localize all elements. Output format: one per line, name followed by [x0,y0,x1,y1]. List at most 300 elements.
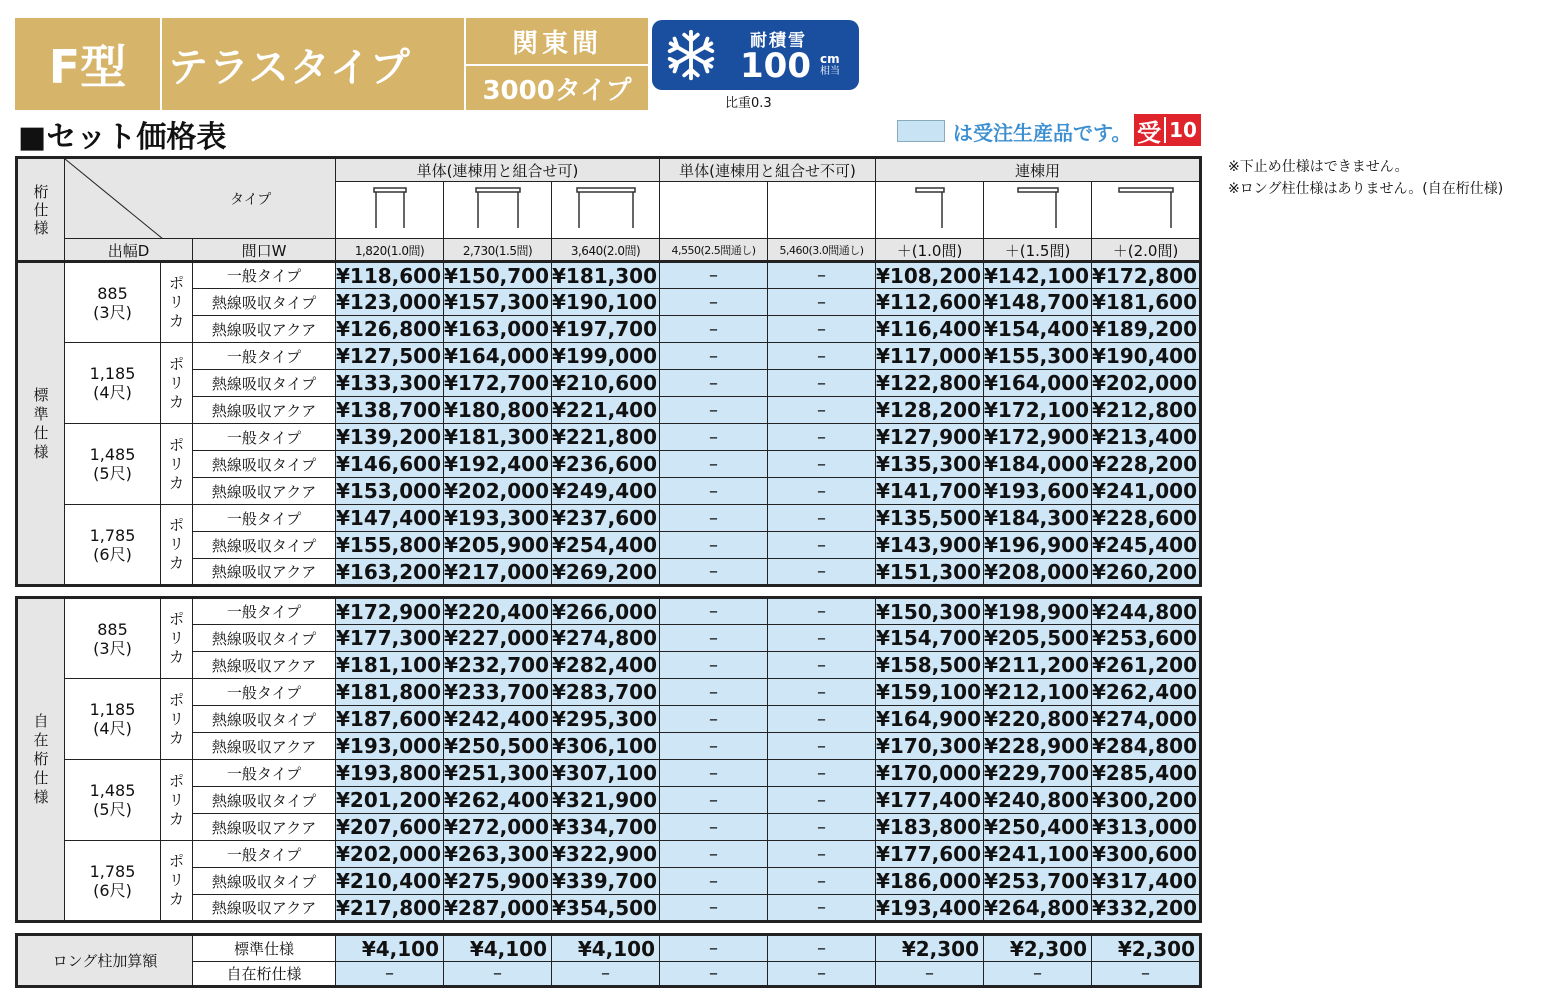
price-cell: ¥285,400 [1092,760,1201,787]
width-col-header: 2,730(1.5間) [444,239,552,263]
price-cell: ¥112,600 [876,289,984,316]
price-cell: ¥287,000 [444,895,552,922]
price-cell: – [660,424,768,451]
type-label: 一般タイプ [193,343,336,370]
price-cell: ¥199,000 [552,343,660,370]
price-cell: – [768,814,876,841]
price-cell: ¥150,700 [444,262,552,289]
depth-shaku: (5尺) [93,800,132,819]
price-cell: – [660,895,768,922]
width-col-header: 3,640(2.0間) [552,239,660,263]
table-row [17,370,1201,397]
price-cell: ¥228,900 [984,733,1092,760]
price-cell: – [768,532,876,559]
price-cell: ¥2,300 [1092,935,1201,962]
price-cell: ¥237,600 [552,505,660,532]
price-cell: – [768,289,876,316]
type-label: 一般タイプ [193,598,336,625]
price-cell: – [552,962,660,987]
depth-shaku: (6尺) [93,880,132,900]
price-cell: ¥274,000 [1092,706,1201,733]
price-cell: ¥155,800 [336,532,444,559]
price-cell: ¥300,600 [1092,841,1201,868]
price-cell: ¥122,800 [876,370,984,397]
depth-value: 1,485 [89,445,136,464]
price-cell: ¥306,100 [552,733,660,760]
price-cell: – [768,760,876,787]
price-cell: ¥143,900 [876,532,984,559]
price-cell: ¥193,300 [444,505,552,532]
table-row [17,787,1201,814]
material-label: ポリカ [161,679,193,760]
depth-value: 1,185 [89,364,136,383]
price-cell: ¥170,000 [876,760,984,787]
snow-load-value: 100 [740,46,811,86]
price-cell: ¥158,500 [876,652,984,679]
price-cell: ¥242,400 [444,706,552,733]
type-label: 熱線吸収タイプ [193,289,336,316]
price-cell: – [660,733,768,760]
order-badge-number: 10 [1164,117,1200,143]
price-cell: – [768,262,876,289]
price-cell: ¥198,900 [984,598,1092,625]
note: ※下止め仕様はできません。 [1228,159,1409,175]
price-cell: ¥4,100 [552,935,660,962]
price-cell: ¥205,500 [984,625,1092,652]
price-cell: ¥210,600 [552,370,660,397]
price-cell: ¥190,100 [552,289,660,316]
price-cell: – [768,559,876,586]
group-header-single: 単体(連棟用と組合せ可) [336,158,660,182]
depth-shaku: (4尺) [93,719,132,738]
price-cell: – [660,679,768,706]
price-cell: ¥181,800 [336,679,444,706]
series-name: テラスタイプ [168,44,411,91]
price-cell: ¥211,200 [984,652,1092,679]
type-label: 熱線吸収タイプ [193,787,336,814]
price-cell: ¥272,000 [444,814,552,841]
price-cell: ¥127,500 [336,343,444,370]
frame-icon-cell [444,182,552,239]
price-cell: – [660,625,768,652]
price-cell: ¥128,200 [876,397,984,424]
order-badge [1134,114,1201,146]
price-cell: – [768,397,876,424]
price-cell: ¥253,700 [984,868,1092,895]
table-row [17,679,1201,706]
price-cell: ¥177,300 [336,625,444,652]
long-pillar-label: ロング柱加算額 [17,935,193,987]
depth-value: 885 [97,619,128,639]
type-label: 熱線吸収アクア [193,652,336,679]
price-cell: ¥251,300 [444,760,552,787]
price-cell: ¥207,600 [336,814,444,841]
depth-cell [65,598,161,679]
price-cell: ¥123,000 [336,289,444,316]
price-cell: ¥283,700 [552,679,660,706]
price-cell: – [660,316,768,343]
price-cell: – [768,478,876,505]
price-cell: ¥196,900 [984,532,1092,559]
price-cell: ¥269,200 [552,559,660,586]
depth-shaku: (4尺) [93,383,132,402]
price-table-standard [15,260,1202,587]
price-cell: – [1092,962,1201,987]
price-cell: – [768,625,876,652]
type-label: 熱線吸収タイプ [193,706,336,733]
price-cell: ¥332,200 [1092,895,1201,922]
price-cell: ¥339,700 [552,868,660,895]
price-cell: ¥313,000 [1092,814,1201,841]
price-cell: – [984,962,1092,987]
price-cell: ¥164,900 [876,706,984,733]
price-cell: ¥183,800 [876,814,984,841]
price-cell: – [660,289,768,316]
price-cell: ¥147,400 [336,505,444,532]
price-cell: ¥177,400 [876,787,984,814]
price-cell: ¥244,800 [1092,598,1201,625]
width-header: 間口W [193,239,336,263]
table-row [17,424,1201,451]
price-cell: ¥262,400 [444,787,552,814]
type-label: 一般タイプ [193,505,336,532]
price-cell: ¥181,100 [336,652,444,679]
price-cell: – [660,505,768,532]
frame-icon-cell [552,182,660,239]
depth-value: 885 [97,283,128,303]
type-label: 熱線吸収アクア [193,814,336,841]
price-cell: ¥217,000 [444,559,552,586]
price-cell: ¥266,000 [552,598,660,625]
material-label: ポリカ [161,343,193,424]
price-cell: ¥300,200 [1092,787,1201,814]
price-cell: – [660,935,768,962]
price-cell: – [768,598,876,625]
depth-shaku: (3尺) [93,638,132,658]
snow-load-label: 耐積雪 [750,31,807,51]
legend-text: は受注生産品です。 [953,121,1132,145]
snow-load-badge [652,20,859,90]
table-row [17,733,1201,760]
price-cell: ¥233,700 [444,679,552,706]
material-label: ポリカ [161,598,193,679]
model-name: F型 [48,40,127,94]
price-cell: ¥284,800 [1092,733,1201,760]
price-cell: ¥163,000 [444,316,552,343]
type-label: 一般タイプ [193,679,336,706]
snow-load-unit: cm [820,52,840,66]
price-cell: – [660,652,768,679]
order-badge-char: 受 [1137,118,1161,147]
type-label: 一般タイプ [193,760,336,787]
material-label: ポリカ [161,424,193,505]
type-label: 熱線吸収タイプ [193,451,336,478]
type-label: タイプ [230,192,272,208]
depth-cell [65,262,161,343]
price-cell: – [768,962,876,987]
price-cell: – [768,424,876,451]
price-cell: ¥164,000 [984,370,1092,397]
price-cell: ¥4,100 [444,935,552,962]
price-cell: – [660,478,768,505]
price-cell: – [660,841,768,868]
table-row [17,451,1201,478]
width-col-header: ＋(1.5間) [984,239,1092,263]
region-label: 関東間 [511,28,602,59]
depth-cell [65,505,161,586]
note: ※ロング柱仕様はありません。(自在桁仕様) [1228,181,1504,197]
price-cell: ¥181,300 [444,424,552,451]
price-cell: ¥249,400 [552,478,660,505]
price-cell: ¥228,200 [1092,451,1201,478]
price-cell: ¥142,100 [984,262,1092,289]
price-cell: ¥193,600 [984,478,1092,505]
price-cell: ¥172,900 [984,424,1092,451]
depth-shaku: (5尺) [93,464,132,483]
type-label: 熱線吸収アクア [193,559,336,586]
type-label: 熱線吸収タイプ [193,868,336,895]
depth-cell [65,679,161,760]
price-cell: ¥240,800 [984,787,1092,814]
price-cell: ¥172,700 [444,370,552,397]
keta-spec-header: 桁 仕 様 [17,158,65,263]
price-cell: ¥184,000 [984,451,1092,478]
price-cell: ¥146,600 [336,451,444,478]
width-col-header: 4,550(2.5間通し) [660,239,768,263]
single-frame-icon [468,182,528,234]
price-cell: – [660,787,768,814]
snow-load-unit-note: 相当 [820,66,840,77]
type-label: 熱線吸収アクア [193,733,336,760]
table-row [17,814,1201,841]
snowflake-icon [662,26,720,84]
price-cell: – [660,868,768,895]
width-col-header: ＋(2.0間) [1092,239,1201,263]
price-cell: ¥202,000 [444,478,552,505]
table-row [17,868,1201,895]
price-cell: ¥184,300 [984,505,1092,532]
frame-icon-cell [1092,182,1201,239]
depth-cell [65,841,161,922]
price-cell: ¥163,200 [336,559,444,586]
price-cell: ¥295,300 [552,706,660,733]
type-label: 熱線吸収アクア [193,316,336,343]
price-cell: ¥193,000 [336,733,444,760]
price-cell: ¥177,600 [876,841,984,868]
price-cell: ¥220,800 [984,706,1092,733]
depth-cell [65,424,161,505]
price-cell: ¥236,600 [552,451,660,478]
price-cell: – [768,316,876,343]
price-cell: – [768,370,876,397]
price-cell: ¥213,400 [1092,424,1201,451]
price-cell: ¥181,600 [1092,289,1201,316]
table-row [17,598,1201,625]
price-cell: ¥133,300 [336,370,444,397]
frame-icon-cell [768,182,876,239]
price-cell: ¥190,400 [1092,343,1201,370]
width-col-header: 1,820(1.0間) [336,239,444,263]
price-cell: – [768,787,876,814]
price-cell: ¥263,300 [444,841,552,868]
price-cell: ¥202,000 [1092,370,1201,397]
price-cell: – [768,868,876,895]
price-cell: ¥181,300 [552,262,660,289]
type-label: 一般タイプ [193,841,336,868]
width-col-header: ＋(1.0間) [876,239,984,263]
price-cell: ¥205,900 [444,532,552,559]
price-cell: – [768,679,876,706]
table-row [17,478,1201,505]
price-cell: ¥228,600 [1092,505,1201,532]
price-cell: – [768,343,876,370]
type-label: 熱線吸収タイプ [193,532,336,559]
depth-cell [65,760,161,841]
long-pillar-spec: 標準仕様 [193,935,336,962]
linked-frame-icon [1008,182,1068,234]
price-cell: ¥117,000 [876,343,984,370]
page-title: ■セット価格表 [18,120,227,155]
price-cell: – [768,706,876,733]
price-cell: – [768,451,876,478]
price-cell: – [660,706,768,733]
price-cell: ¥138,700 [336,397,444,424]
price-cell: ¥135,300 [876,451,984,478]
price-cell: – [660,532,768,559]
depth-shaku: (6尺) [93,544,132,564]
type-label: 熱線吸収アクア [193,397,336,424]
price-cell: ¥262,400 [1092,679,1201,706]
price-cell: ¥232,700 [444,652,552,679]
table-row [17,397,1201,424]
price-cell: – [660,370,768,397]
keta-spec-label: 自在桁仕様 [17,598,65,922]
price-cell: ¥186,000 [876,868,984,895]
price-cell: ¥170,300 [876,733,984,760]
frame-icon-cell [660,182,768,239]
price-cell: ¥260,200 [1092,559,1201,586]
price-cell: ¥217,800 [336,895,444,922]
depth-value: 1,185 [89,700,136,719]
depth-cell [65,343,161,424]
frame-icon-cell [336,182,444,239]
table-row [17,841,1201,868]
type-label: 熱線吸収タイプ [193,370,336,397]
price-cell: ¥159,100 [876,679,984,706]
material-label: ポリカ [161,505,193,586]
price-cell: – [768,733,876,760]
table-row [17,532,1201,559]
price-cell: – [660,262,768,289]
diagonal-line [65,159,335,239]
price-cell: ¥139,200 [336,424,444,451]
table-row [17,706,1201,733]
price-cell: ¥108,200 [876,262,984,289]
linked-frame-icon [1111,182,1181,234]
depth-value: 1,785 [89,861,136,881]
price-cell: ¥354,500 [552,895,660,922]
depth-value: 1,785 [89,525,136,545]
price-cell: ¥189,200 [1092,316,1201,343]
price-cell: – [768,505,876,532]
price-cell: ¥201,200 [336,787,444,814]
price-cell: ¥202,000 [336,841,444,868]
price-cell: ¥157,300 [444,289,552,316]
specific-gravity: 比重0.3 [725,96,772,111]
price-cell: – [768,935,876,962]
price-cell: – [660,814,768,841]
price-cell: ¥221,400 [552,397,660,424]
price-cell: – [768,841,876,868]
table-row [17,262,1201,289]
material-label: ポリカ [161,841,193,922]
price-cell: ¥192,400 [444,451,552,478]
table-row [17,559,1201,586]
price-cell: ¥154,400 [984,316,1092,343]
table-row [17,343,1201,370]
price-table-free-keta [15,596,1202,923]
price-cell: ¥172,100 [984,397,1092,424]
depth-header: 出幅D [65,239,193,263]
price-cell: ¥221,800 [552,424,660,451]
type-label: 一般タイプ [193,262,336,289]
price-cell: ¥317,400 [1092,868,1201,895]
single-frame-icon [571,182,641,234]
price-cell: ¥154,700 [876,625,984,652]
price-cell: ¥172,800 [1092,262,1201,289]
depth-value: 1,485 [89,781,136,800]
price-cell: ¥241,000 [1092,478,1201,505]
price-cell: ¥212,800 [1092,397,1201,424]
material-label: ポリカ [161,760,193,841]
table-row [17,316,1201,343]
material-label: ポリカ [161,262,193,343]
price-cell: ¥229,700 [984,760,1092,787]
legend-swatch [897,120,945,142]
price-cell: ¥118,600 [336,262,444,289]
price-cell: ¥261,200 [1092,652,1201,679]
price-cell: ¥172,900 [336,598,444,625]
price-cell: – [660,397,768,424]
price-cell: – [660,451,768,478]
price-cell: – [768,895,876,922]
price-table-header [15,156,1202,264]
price-cell: ¥197,700 [552,316,660,343]
variant-label: 3000タイプ [482,75,632,106]
table-row [17,652,1201,679]
price-cell: ¥155,300 [984,343,1092,370]
price-cell: ¥275,900 [444,868,552,895]
price-cell: ¥254,400 [552,532,660,559]
price-cell: ¥180,800 [444,397,552,424]
price-cell: ¥126,800 [336,316,444,343]
price-cell: – [876,962,984,987]
price-cell: ¥151,300 [876,559,984,586]
table-row [17,625,1201,652]
price-cell: ¥164,000 [444,343,552,370]
table-row [17,289,1201,316]
long-pillar-spec: 自在桁仕様 [193,962,336,987]
width-col-header: 5,460(3.0間通し) [768,239,876,263]
price-cell: – [336,962,444,987]
frame-icon-cell [876,182,984,239]
single-frame-icon [360,182,420,234]
price-cell: ¥150,300 [876,598,984,625]
price-cell: ¥264,800 [984,895,1092,922]
keta-spec-label: 標準仕様 [17,262,65,586]
price-cell: – [444,962,552,987]
price-cell: ¥274,800 [552,625,660,652]
